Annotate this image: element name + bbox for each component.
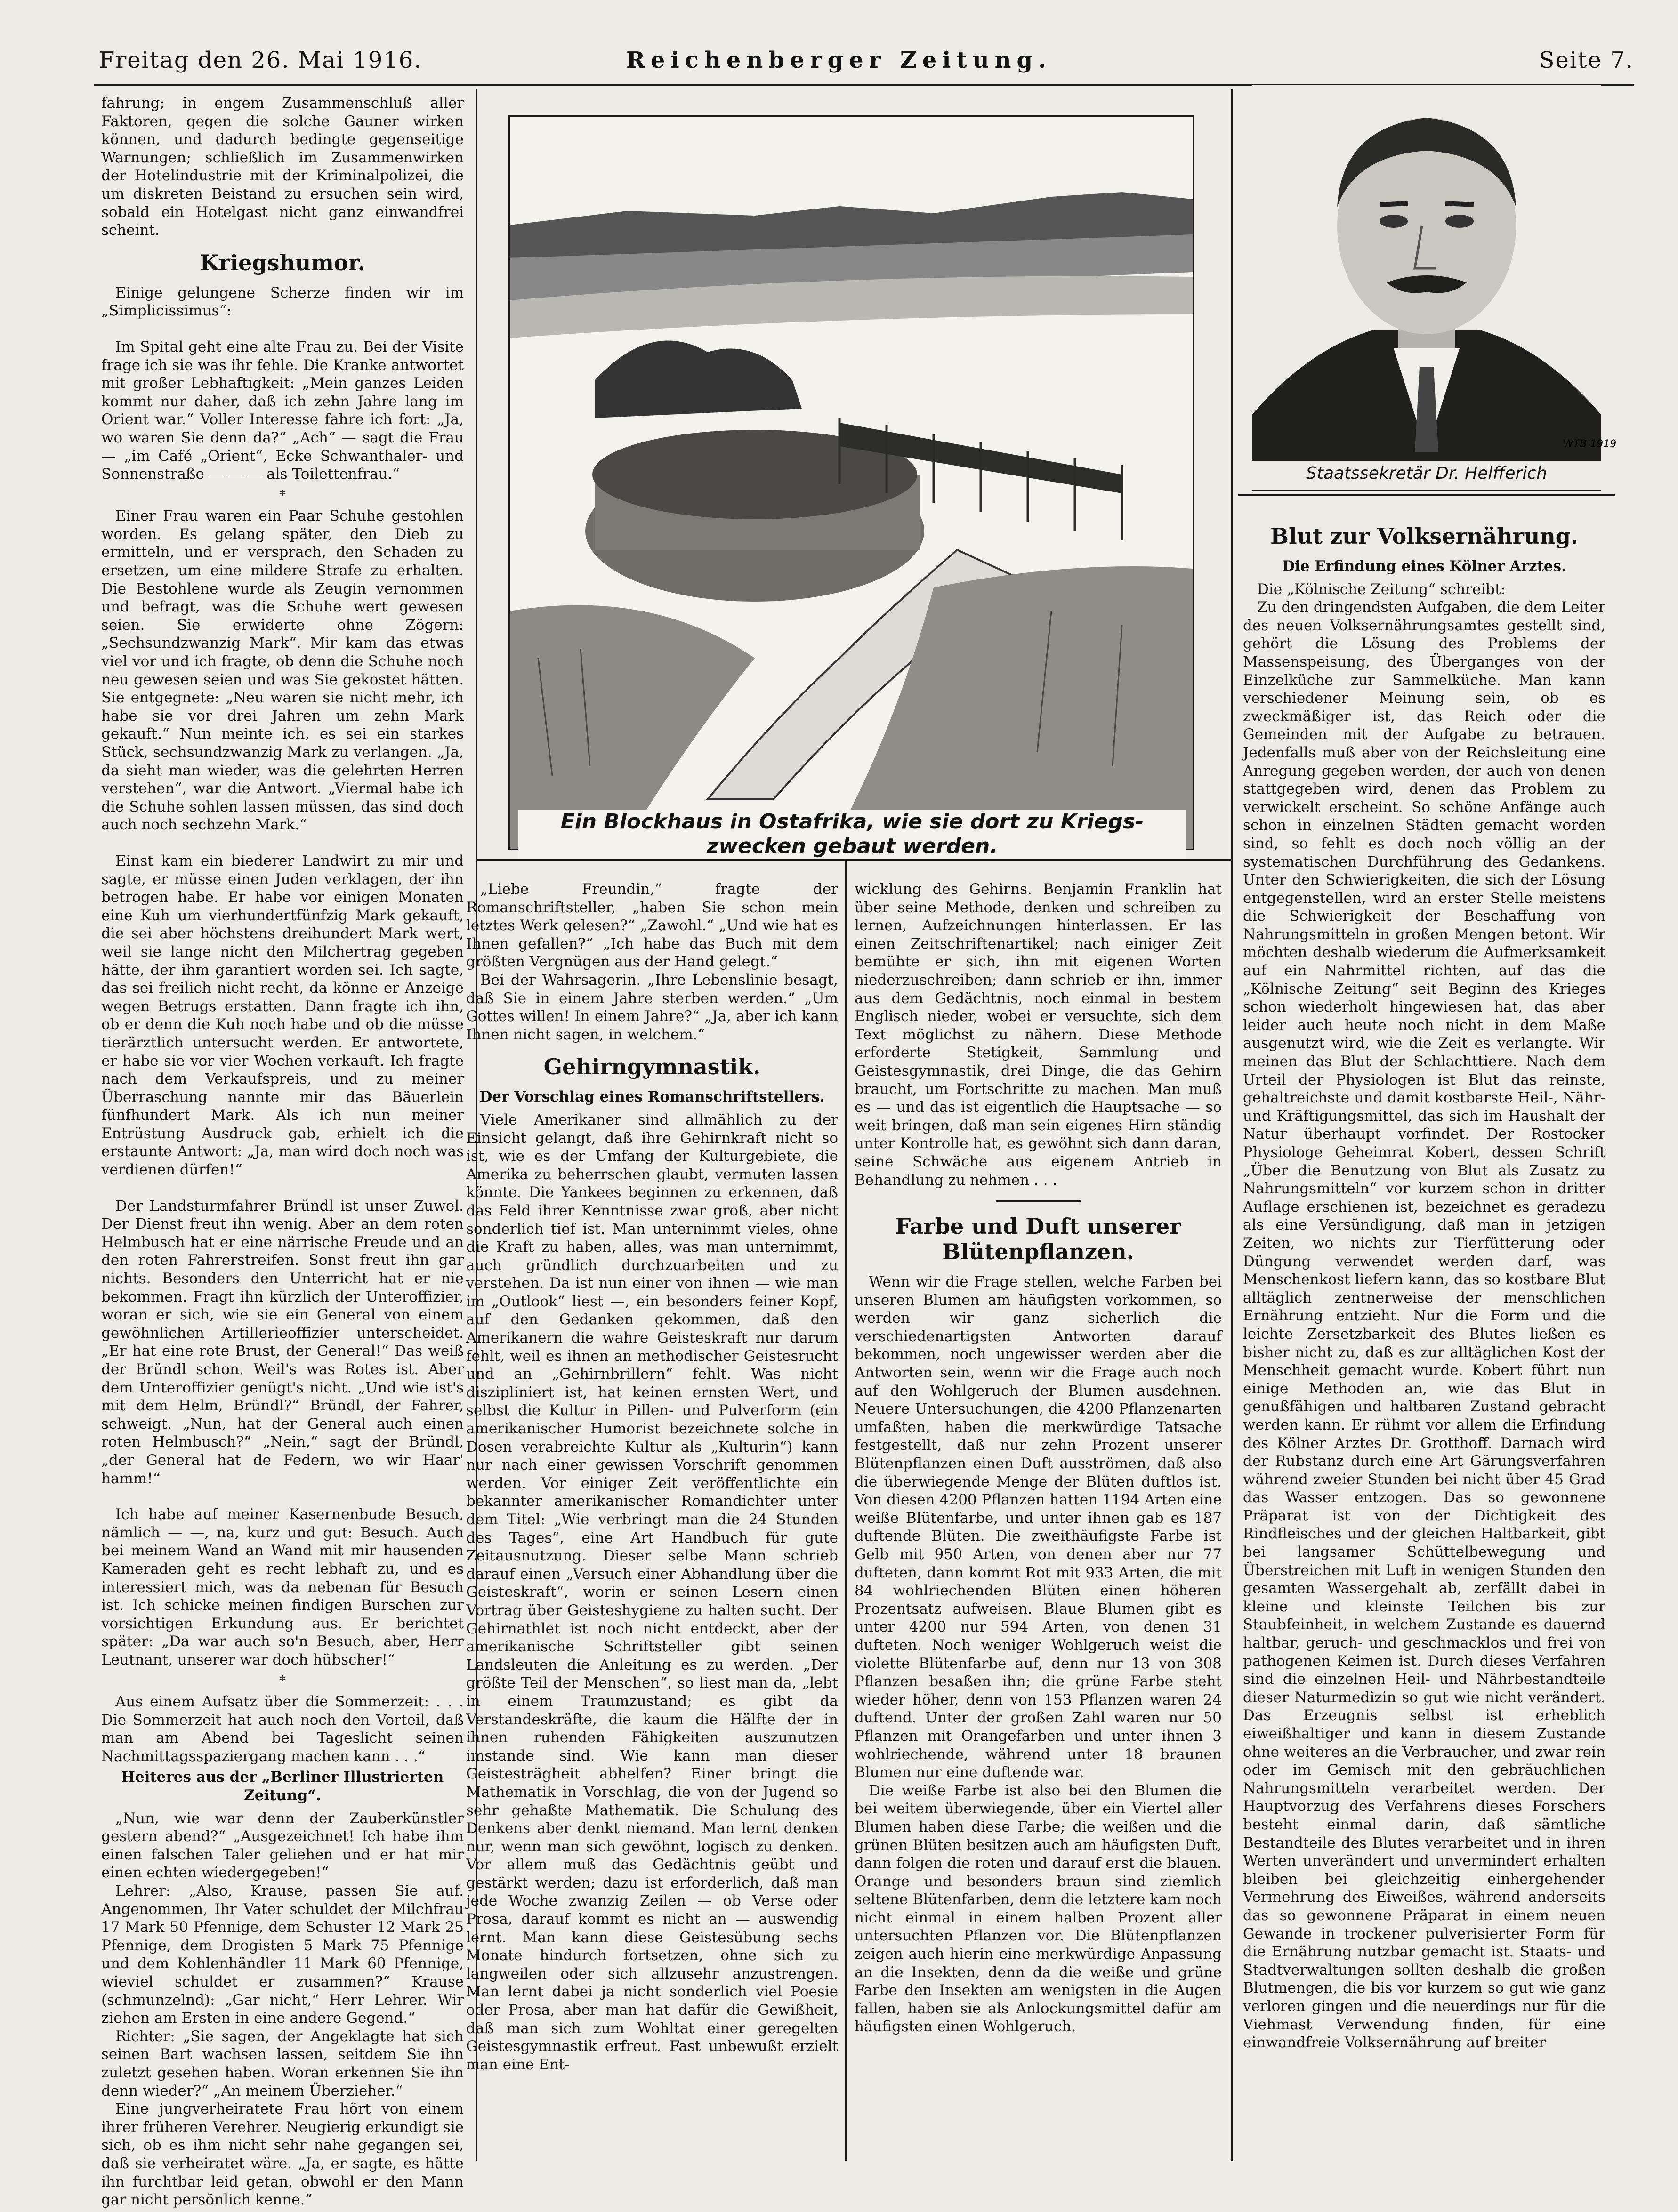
blockhouse-illustration [508, 115, 1194, 850]
blut-subheading: Die Erfindung eines Kölner Arztes. [1282, 558, 1566, 575]
paragraph: Einige gelungene Scherze finden wir im „Simplicissimus“: [101, 284, 464, 320]
portrait-signature: WTB 1919 [1563, 438, 1617, 450]
paragraph: Einer Frau waren ein Paar Schuhe gestohlen worden. Es gelang später, den Dieb zu ermitteln, und er versprach, den Schaden zu ersetzen, um eine mildere Strafe zu erhalten. Die Bestohlene wurde als Zeugin vernommen und befragt, was die Schuhe wert gewesen seien. Sie erwiderte ohne Zögern: „Sechsundzwanzig Mark“. Mir kam das etwas viel vor und ich fragte, ob denn die Schuhe noch neu gewesen seien und was Sie gekostet hätten. Sie entgegnete: „Neu waren sie nicht mehr, ich habe sie vor drei Jahren um zehn Mark gekauft.“ Nun meinte ich, es sei ein starkes Stück, sechsundzwanzig Mark zu verlangen. „Ja, da sieht man wieder, was die gelehrten Herren verstehen“, war die Antwort. „Viermal habe ich die Schuhe sohlen lassen müssen, das sind doch auch noch sechzehn Mark.“ [101, 507, 464, 834]
header-date: Freitag den 26. Mai 1916. [99, 47, 422, 73]
column-2 [466, 880, 838, 2074]
paragraph: Einst kam ein biederer Landwirt zu mir und sagte, er müsse einen Juden verklagen, der ihn betrogen habe. Er habe vor einigen Monaten eine Kuh um vierhundertfünfzig Mark gekauft, die sei aber höchstens dreihundert Mark wert, weil sie lange nicht den Milchertrag gegeben hätte, der ihm garantiert worden sei. Ich sagte, das sei freilich nicht recht, da könne er Anzeige wegen Betrugs erstatten. Dann fragte ich ihn, ob er denn die Kuh noch habe und ob die müsse tierärztlich untersucht werden. Er antwortete, er habe sie vor vier Wochen verkauft. Ich fragte nach dem Verkaufspreis, und zu meiner Überraschung nannte mir das Bäuerlein fünfhundert Mark. Als ich nun meiner Entrüstung Ausdruck gab, erhielt ich die erstaunte Antwort: „Ja, man wird doch noch was verdienen dürfen!“ [101, 852, 464, 1179]
paragraph: Im Spital geht eine alte Frau zu. Bei der Visite frage ich sie was ihr fehle. Die Kranke antwortet mit großer Lebhaftigkeit: „Mein ganzes Leiden kommt nur daher, daß ich zehn Jahre lang im Orient war.“ Voller Interesse fahre ich fort: „Ja, wo waren Sie denn da?“ „Ach“ — sagt die Frau — „im Café „Orient“, Ecke Schwanthaler- und Sonnenstraße — — — als Toilettenfrau.“ [101, 338, 464, 483]
page-header [99, 47, 1634, 85]
column-rule-3 [1231, 89, 1233, 2161]
page-number: Seite 7. [1539, 47, 1634, 73]
paragraph: Richter: „Sie sagen, der Angeklagte hat sich seinen Bart wachsen lassen, seitdem Sie ihn zuletzt gesehen haben. Woran erkennen Sie ihn denn wieder?“ „An meinem Überzieher.“ [101, 2027, 464, 2099]
paragraph: wicklung des Gehirns. Benjamin Franklin hat über seine Methode, denken und schreiben zu lernen, Aufzeichnungen hinterlassen. Er las einen Zeitschriftenartikel; nach einiger Zeit bemühte er sich, ihn mit eigenen Worten niederzuschreiben; dann schrieb er ihn, immer aus dem Gedächtnis, noch einmal in bestem Englisch nieder, wobei er versuchte, sich dem Text möglichst zu nähern. Diese Methode erforderte Stetigkeit, Sammlung und Geistesgymnastik, drei Dinge, die das Gehirn braucht, um Fortschritte zu machen. Man muß es — und das ist eigentlich die Hauptsache — so weit bringen, daß man sein eigenes Hirn ständig unter Kontrolle hat, es gewöhnt sich dann daran, seine Schwäche aus eigenem Antrieb in Behandlung zu nehmen . . . [855, 881, 1222, 1189]
farbe-und-duft-heading: Farbe und Duft unserer Blütenpflanzen. [895, 1214, 1181, 1265]
paragraph: Aus einem Aufsatz über die Sommerzeit: . . . Die Sommerzeit hat auch noch den Vorteil, daß man am Abend bei Tageslicht seinen Nachmittagsspaziergang machen kann . . .“ [101, 1693, 464, 1765]
paragraph: Ich habe auf meiner Kasernenbude Besuch, nämlich — —, na, kurz und gut: Besuch. Auch bei meinem Wand an Wand mit mir hausenden Kameraden geht es recht lebhaft zu, und es interessiert mich, was da nebenan für Besuch ist. Ich schicke meinen findigen Burschen zur vorsichtigen Erkundung aus. Er berichtet später: „Da war auch so'n Besuch, aber, Herr Leutnant, unserer war doch hübscher!“ [101, 1506, 464, 1668]
caption-line-1: Ein Blockhaus in Ostafrika, wie sie dort zu Kriegs- [560, 810, 1144, 834]
newspaper-title: Reichenberger Zeitung. [626, 47, 1052, 73]
separator-star: * [279, 1673, 286, 1689]
gehirngymnastik-subheading: Der Vorschlag eines Romanschriftstellers. [479, 1088, 825, 1106]
paragraph: Lehrer: „Also, Krause, passen Sie auf. Angenommen, Ihr Vater schuldet der Milchfrau 17 Mark 50 Pfennige, dem Schuster 12 Mark 25 Pfennige, dem Drogisten 5 Mark 75 Pfennige und dem Kohlenhändler 11 Mark 60 Pfennige, wieviel schuldet er zusammen?“ Krause (schmunzelnd): „Gar nicht,“ Herr Lehrer. Wir ziehen am Ersten in eine andere Gegend.“ [101, 1882, 464, 2027]
column-1 [101, 94, 464, 2209]
berliner-illustrierte-subheading: Heiteres aus der „Berliner Illustrierten Zeitung“. [121, 1769, 444, 1804]
column-4 [1243, 513, 1605, 2052]
separator-star: * [279, 487, 286, 503]
paragraph: Zu den dringendsten Aufgaben, die dem Leiter des neuen Volksernährungsamtes gestellt sind, gehört die Lösung des Problems der Massenspeisung, des Überganges von der Einzelküche zur Sammelküche. Man kann verschiedener Meinung sein, ob es zweckmäßiger ist, das Reich oder die Gemeinden mit der Aufgabe zu betrauen. Jedenfalls muß aber von der Reichsleitung eine Anregung gegeben werden, der auch von denen stattgegeben wird, denen das Problem zu verwickelt erscheint. So schöne Anfänge auch schon in einzelnen Städten gemacht worden sind, so fehlt es doch noch völlig an der systematischen Durchführung des Gedankens. Unter den Schwierigkeiten, die sich der Lösung entgegenstellen, wird an erster Stelle meistens die Schwierigkeit der Beschaffung von Nahrungsmitteln in großen Mengen betont. Wir möchten deshalb wiederum die Aufmerksamkeit auf ein Nahrmittel richten, auf das die „Kölnische Zeitung“ seit Beginn des Krieges schon wiederholt hingewiesen hat, das aber leider auch heute noch nicht in dem Maße ausgenutzt wird, wie die Zeit es verlangte. Wir meinen das Blut der Schlachttiere. Nach dem Urteil der Physiologen ist Blut das reinste, gehaltreichste und damit kostbarste Heil-, Nähr- und Kräftigungsmittel, das sich im Haushalt der Natur überhaupt vorfindet. Der Rostocker Physiologe Geheimrat Kobert, dessen Schrift „Über die Benutzung von Blut als Zusatz zu Nahrungsmitteln“ vor kurzem schon in dritter Auflage erschienen ist, bezeichnet es geradezu als eine Versündigung, daß man in jetzigen Zeiten, wo nichts zur Tierfütterung oder Düngung verwendet werden darf, was Menschenkost liefern kann, das so kostbare Blut alltäglich zentnerweise der menschlichen Ernährung entzieht. Nur die Form und die leichte Zersetzbarkeit des Blutes ließen es bisher nicht zu, daß es zur alltäglichen Kost der Menschheit gemacht wurde. Kobert führt nun einige Methoden an, wie das Blut in genußfähigen und haltbaren Zustand gebracht werden kann. Er rühmt vor allem die Erfindung des Kölner Arztes Dr. Grotthoff. Darnach wird der Rubstanz durch eine Art Gärungsverfahren während zweier Stunden bei nicht über 45 Grad das Wasser entzogen. Das so gewonnene Präparat ist von der Dichtigkeit des Rindfleisches und der gleichen Haltbarkeit, gibt bei langsamer Schüttelbewegung und Überstreichen mit Luft in wenigen Stunden den gesamten Wassergehalt ab, zerfällt dabei in kleine und kleinste Teilchen bis zur Staubfeinheit, in welchem Zustande es dauernd haltbar, geruch- und geschmacklos und frei von pathogenen Keimen ist. Durch dieses Verfahren sind die einzelnen Heil- und Nährbestandteile dieser Naturmedizin so gut wie nicht verändert. Das Erzeugnis selbst ist erheblich eiweißhaltiger und kann in diesem Zustande ohne weiteres an die Verbraucher, und zwar rein oder im Gemisch mit den gebräuchlichen Nahrungsmitteln verarbeitet werden. Der Hauptvorzug des Verfahrens dieses Forschers besteht einmal darin, daß sämtliche Bestandteile des Blutes verarbeitet und in ihren Werten unverändert und unvermindert erhalten bleiben bei gleichzeitig einhergehender Vermehrung des Eiweißes, während anderseits das so gewonnene Präparat in einem neuen Gewande in trockener pulverisierter Form für die Ernährung nutzbar gemacht ist. Staats- und Stadtverwaltungen sollten deshalb die großen Blutmengen, die bis vor kurzem so gut wie ganz verloren gingen und die neuerdings nur für die Viehmast Verwendung finden, für eine einwandfreie Volksernährung auf breiter [1243, 599, 1605, 2051]
column-rule-2 [845, 861, 847, 2161]
section-divider [996, 1200, 1081, 1202]
paragraph: Wenn wir die Frage stellen, welche Farben bei unseren Blumen am häufigsten vorkommen, so werden wir ganz sicherlich die verschiedenartigsten Antworten darauf bekommen, noch ungewisser werden aber die Antworten sein, wenn wir die Frage auch noch auf den Wohlgeruch der Blumen ausdehnen. Neuere Untersuchungen, die 4200 Pflanzenarten umfaßten, haben die merkwürdige Tatsache festgestellt, daß nur zehn Prozent unserer Blütenpflanzen einen Duft ausströmen, daß also die überwiegende Menge der Blüten duftlos ist. Von diesen 4200 Pflanzen hatten 1194 Arten eine weiße Blütenfarbe, und unter ihnen gab es 187 duftende Blüten. Die zweithäufigste Farbe ist Gelb mit 950 Arten, von denen aber nur 77 dufteten, dann kommt Rot mit 933 Arten, die mit 84 wohlriechenden Blüten einen höheren Prozentsatz aufweisen. Blaue Blumen gibt es unter 4200 nur 594 Arten, von denen 31 dufteten. Noch weniger Wohlgeruch weist die violette Blütenfarbe auf, denn nur 13 von 308 Pflanzen besaßen ihn; die grüne Farbe steht wieder höher, denn von 153 Pflanzen waren 24 duftend. Unter der großen Zahl waren nur 50 Pflanzen mit Orangefarben und unter ihnen 3 wohlriechende, während unter 18 braunen Blumen nur eine duftende war. [855, 1273, 1222, 1781]
paragraph: „Nun, wie war denn der Zauberkünstler gestern abend?“ „Ausgezeichnet! Ich habe ihm einen falschen Taler geliehen und er hat mir einen echten wiedergegeben!“ [101, 1810, 464, 1882]
helfferich-portrait [1252, 85, 1617, 491]
paragraph: Viele Amerikaner sind allmählich zu der Einsicht gelangt, daß ihre Gehirnkraft nicht so ist, wie es der Umfang der Kulturgebiete, die Amerika zu beherrschen glaubt, vermuten lassen könnte. Die Yankees beginnen zu erkennen, daß das Feld ihrer Kenntnisse zwar groß, aber nicht sonderlich tief ist. Man unternimmt vieles, ohne die Kraft zu haben, alles, was man unternimmt, auch gründlich durchzuarbeiten und zu verstehen. Da ist nun einer von ihnen — wie man im „Outlook“ liest —, ein besonders feiner Kopf, auf den Gedanken gekommen, daß den Amerikanern die wahre Geisteskraft nur darum fehlt, weil es ihnen an methodischer Geistesrucht und an „Gehirnbrillern“ fehlt. Was nicht diszipliniert ist, hat keinen ernsten Wert, und selbst die Kultur in Pillen- und Pulverform (ein amerikanischer Humorist bezeichnete solche in Dosen verabreichte Kultur als „Kulturin“) kann nur nach einer gewissen Vorschrift genommen werden. Vor einiger Zeit veröffentlichte ein bekannter amerikanischer Romandichter unter dem Titel: „Wie verbringt man die 24 Stunden des Tages“, eine Art Handbuch für gute Zeitausnutzung. Dieser selbe Mann schrieb darauf einen „Versuch einer Abhandlung über die Geisteskraft“, worin er seinen Lesern einen Vortrag über Geisteshygiene zu halten sucht. Der Gehirnathlet ist noch nicht entdeckt, aber der amerikanische Schriftsteller gibt seinen Landsleuten die Anleitung es zu werden. „Der größte Teil der Menschen“, so liest man da, „lebt in einem Traumzustand; es gibt da Verstandeskräfte, die kaum die Hälfte der in ihnen ruhenden Fähigkeiten auszunutzen imstande sind. Wie kann man dieser Geistesträgheit abhelfen? Einer bringt die Mathematik in Vorschlag, die von der Jugend so sehr gehaßte Mathematik. Die Schulung des Denkens aber denkt niemand. Man lernt denken nur, wenn man sich gewöhnt, logisch zu denken. Vor allem muß das Gedächtnis geübt und gestärkt werden; dazu ist erforderlich, daß man jede Woche zwanzig Zeilen — ob Verse oder Prosa, darauf kommt es nicht an — auswendig lernt. Man kann diese Geistesübung sechs Monate hindurch fortsetzen, ohne sich zu langweilen oder sich allzusehr anzustrengen. Man lernt dabei ja nicht sonderlich viel Poesie oder Prosa, aber man hat dafür die Gewißheit, daß man sich zum Wohltat einer geregelten Geistesgymnastik erfreut. Fast unbewußt erzielt man eine Ent- [466, 1111, 838, 2073]
illustration-caption [518, 810, 1186, 859]
column-3 [855, 880, 1222, 2036]
paragraph: Der Landsturmfahrer Bründl ist unser Zuwel. Der Dienst freut ihn wenig. Aber an dem roten Helmbusch hat er eine närrische Freude und an den roten Fahrerstreifen. Sonst freut ihn gar nichts. Besonders den Unterricht hat er nie bekommen. Fragt ihn kürzlich der Unteroffizier, woran er sich, wie sie ein General von einem gewöhnlichen Artillerieoffizier unterscheidet. „Er hat eine rote Brust, der General!“ Das weiß der Bründl schon. Weil's was Rotes ist. Aber dem Unteroffizier genügt's nicht. „Und wie ist's mit dem Helm, Bründl?“ Bründl, der Fahrer, schweigt. „Nun, hat der General auch einen roten Helmbusch?“ „Nein,“ sagt der Bründl, „der General hat de Federn, wo wir Haar' hamm!“ [101, 1197, 464, 1487]
paragraph: Die weiße Farbe ist also bei den Blumen die bei weitem überwiegende, über ein Viertel aller Blumen haben diese Farbe; die weißen und die grünen Blüten besitzen auch am häufigsten Duft, dann folgen die roten und darauf erst die blauen. Orange und besonders braun sind ziemlich seltene Blütenfarben, denn die letztere kam noch nicht einmal in einem halben Prozent aller untersuchten Pflanzen vor. Die Blütenpflanzen zeigen auch hierin eine merkwürdige Anpassung an die Insekten, denn da die weiße und grüne Farbe den Insekten am wenigsten in die Augen fallen, haben sie als Anlockungsmittel dafür am häufigsten einen Wohlgeruch. [855, 1782, 1222, 2035]
portrait-caption: Staatssekretär Dr. Helfferich [1306, 464, 1547, 483]
paragraph: Bei der Wahrsagerin. „Ihre Lebenslinie besagt, daß Sie in einem Jahre sterben werden.“ „Um Gottes willen! In einem Jahre?“ „Ja, aber ich kann Ihnen nicht sagen, in welchem.“ [466, 971, 838, 1043]
gehirngymnastik-heading: Gehirngymnastik. [543, 1054, 761, 1080]
illustration-bottom-rule [476, 859, 1231, 861]
kriegshumor-heading: Kriegshumor. [200, 249, 365, 275]
blut-heading: Blut zur Volksernährung. [1270, 523, 1578, 549]
portrait-bottom-rule [1238, 494, 1615, 496]
intro-paragraph: fahrung; in engem Zusammenschluß aller Faktoren, gegen die solche Gauner wirken können, und dadurch bedingte gegenseitige Warnungen; schließlich im Zusammenwirken der Hotelindustrie mit der Kriminalpolizei, die um diskreten Beistand zu ersuchen sein wird, sobald ein Hotelgast nicht ganz einwandfrei scheint. [101, 95, 464, 239]
paragraph: Eine jungverheiratete Frau hört von einem ihrer früheren Verehrer. Neugierig erkundigt sie sich, ob es ihm nicht sehr nahe gegangen sei, daß sie verheiratet wäre. „Ja, er sagte, es hätte ihn furchtbar leid getan, obwohl er den Mann gar nicht persönlich kenne.“ [101, 2100, 464, 2209]
caption-line-2: zwecken gebaut werden. [706, 834, 998, 858]
paragraph: Die „Kölnische Zeitung“ schreibt: [1257, 580, 1506, 598]
paragraph: „Liebe Freundin,“ fragte der Romanschriftsteller, „haben Sie schon mein letztes Werk gelesen?“ „Zawohl.“ „Und wie hat es Ihnen gefallen?“ „Ich habe das Buch mit dem größten Vergnügen aus der Hand gelegt.“ [466, 881, 838, 971]
